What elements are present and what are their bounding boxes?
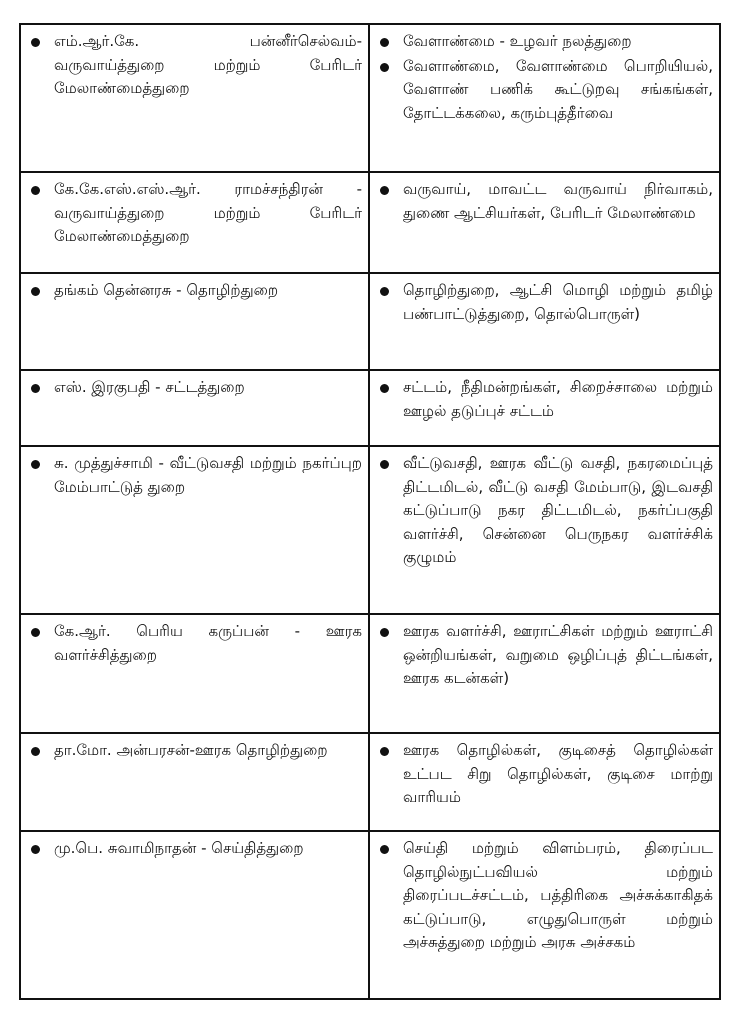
minister-name: கே.ஆர். பெரிய கருப்பன் - ஊரக வளர்ச்சித்துறை: [54, 622, 362, 664]
ministers-table: [19, 23, 721, 1000]
portfolio-cell: [370, 371, 719, 445]
bullet-icon: [380, 747, 389, 756]
bullet-icon: [31, 38, 40, 47]
minister-cell: [21, 447, 370, 613]
list-item: [31, 376, 362, 400]
bullet-icon: [380, 38, 389, 47]
portfolio-cell: [370, 447, 719, 613]
minister-name: கே.கே.எஸ்.எஸ்.ஆர். ராமச்சந்திரன் - வருவாய்த்துறை மற்றும் பேரிடர் மேலாண்மைத்துறை: [54, 180, 362, 245]
portfolio-text: வேளாண்மை - உழவர் நலத்துறை: [403, 32, 632, 50]
list-item: [380, 30, 713, 54]
minister-name: எம்.ஆர்.கே. பன்னீர்செல்வம்- வருவாய்த்துறை மற்றும் பேரிடர் மேலாண்மைத்துறை: [54, 32, 362, 97]
list-item: [380, 452, 713, 570]
portfolio-text: ஊரக வளர்ச்சி, ஊராட்சிகள் மற்றும் ஊராட்சி ஒன்றியங்கள், வறுமை ஒழிப்புத் திட்டங்கள், ஊரக கடன்கள்): [403, 622, 713, 687]
minister-cell: [21, 734, 370, 830]
minister-cell: [21, 274, 370, 369]
list-item: [380, 55, 713, 126]
bullet-icon: [380, 384, 389, 393]
table-row: [21, 615, 719, 734]
list-item: [31, 452, 362, 499]
bullet-icon: [380, 63, 389, 72]
minister-cell: [21, 371, 370, 445]
portfolio-text: வேளாண்மை, வேளாண்மை பொறியியல், வேளாண் பணிக் கூட்டுறவு சங்கங்கள், தோட்டக்கலை, கரும்புத்தீர்வை: [403, 56, 713, 122]
minister-name: தா.மோ. அன்பரசன்-ஊரக தொழிற்துறை: [54, 741, 328, 759]
list-item: [31, 620, 362, 667]
bullet-icon: [31, 460, 40, 469]
list-item: [380, 620, 713, 691]
portfolio-cell: [370, 173, 719, 272]
list-item: [31, 739, 362, 763]
minister-cell: [21, 832, 370, 998]
portfolio-cell: [370, 832, 719, 998]
table-row: [21, 274, 719, 371]
bullet-icon: [380, 845, 389, 854]
list-item: [31, 279, 362, 303]
portfolio-text: ஊரக தொழில்கள், குடிசைத் தொழில்கள் உட்பட சிறு தொழில்கள், குடிசை மாற்று வாரியம்: [403, 741, 713, 806]
portfolio-text: வருவாய், மாவட்ட வருவாய் நிர்வாகம், துணை ஆட்சியர்கள், பேரிடர் மேலாண்மை: [403, 180, 713, 222]
portfolio-text: வீட்டுவசதி, ஊரக வீட்டு வசதி, நகரமைப்புத் திட்டமிடல், வீட்டு வசதி மேம்பாடு, இடவசதி கட்டுப்பாடு நகர திட்டமிடல், நகர்ப்பகுதி வளர்ச்சி, சென்னை பெருநகர வளர்ச்சிக் குழுமம்: [403, 454, 713, 566]
table-row: [21, 447, 719, 615]
bullet-icon: [31, 628, 40, 637]
minister-cell: [21, 173, 370, 272]
portfolio-cell: [370, 615, 719, 732]
portfolio-text: தொழிற்துறை, ஆட்சி மொழி மற்றும் தமிழ் பண்பாட்டுத்துறை, தொல்பொருள்): [403, 281, 713, 323]
minister-name: மு.பெ. சுவாமிநாதன் - செய்தித்துறை: [54, 839, 304, 857]
minister-name: எஸ். இரகுபதி - சட்டத்துறை: [54, 378, 245, 396]
portfolio-cell: [370, 25, 719, 171]
list-item: [31, 837, 362, 861]
list-item: [31, 30, 362, 101]
list-item: [380, 837, 713, 955]
portfolio-text: செய்தி மற்றும் விளம்பரம், திரைப்பட தொழில்நுட்பவியல் மற்றும் திரைப்படச்சட்டம், பத்திரிகை அச்சுக்காகிதக் கட்டுப்பாடு, எழுதுபொருள் மற்றும் அச்சுத்துறை மற்றும் அரசு அச்சகம்: [403, 839, 713, 951]
minister-name: சு. முத்துச்சாமி - வீட்டுவசதி மற்றும் நகர்ப்புற மேம்பாட்டுத் துறை: [54, 454, 362, 496]
bullet-icon: [380, 186, 389, 195]
table-row: [21, 25, 719, 173]
minister-name: தங்கம் தென்னரசு - தொழிற்துறை: [54, 281, 279, 299]
bullet-icon: [380, 460, 389, 469]
bullet-icon: [380, 628, 389, 637]
portfolio-cell: [370, 734, 719, 830]
portfolio-text: சட்டம், நீதிமன்றங்கள், சிறைச்சாலை மற்றும் ஊழல் தடுப்புச் சட்டம்: [403, 378, 713, 420]
list-item: [380, 279, 713, 326]
bullet-icon: [31, 747, 40, 756]
table-row: [21, 832, 719, 998]
list-item: [380, 739, 713, 810]
bullet-icon: [31, 845, 40, 854]
list-item: [380, 376, 713, 423]
table-row: [21, 371, 719, 447]
list-item: [31, 178, 362, 249]
table-row: [21, 734, 719, 832]
bullet-icon: [31, 287, 40, 296]
table-row: [21, 173, 719, 274]
minister-cell: [21, 615, 370, 732]
portfolio-cell: [370, 274, 719, 369]
bullet-icon: [31, 384, 40, 393]
minister-cell: [21, 25, 370, 171]
list-item: [380, 178, 713, 225]
bullet-icon: [31, 186, 40, 195]
bullet-icon: [380, 287, 389, 296]
